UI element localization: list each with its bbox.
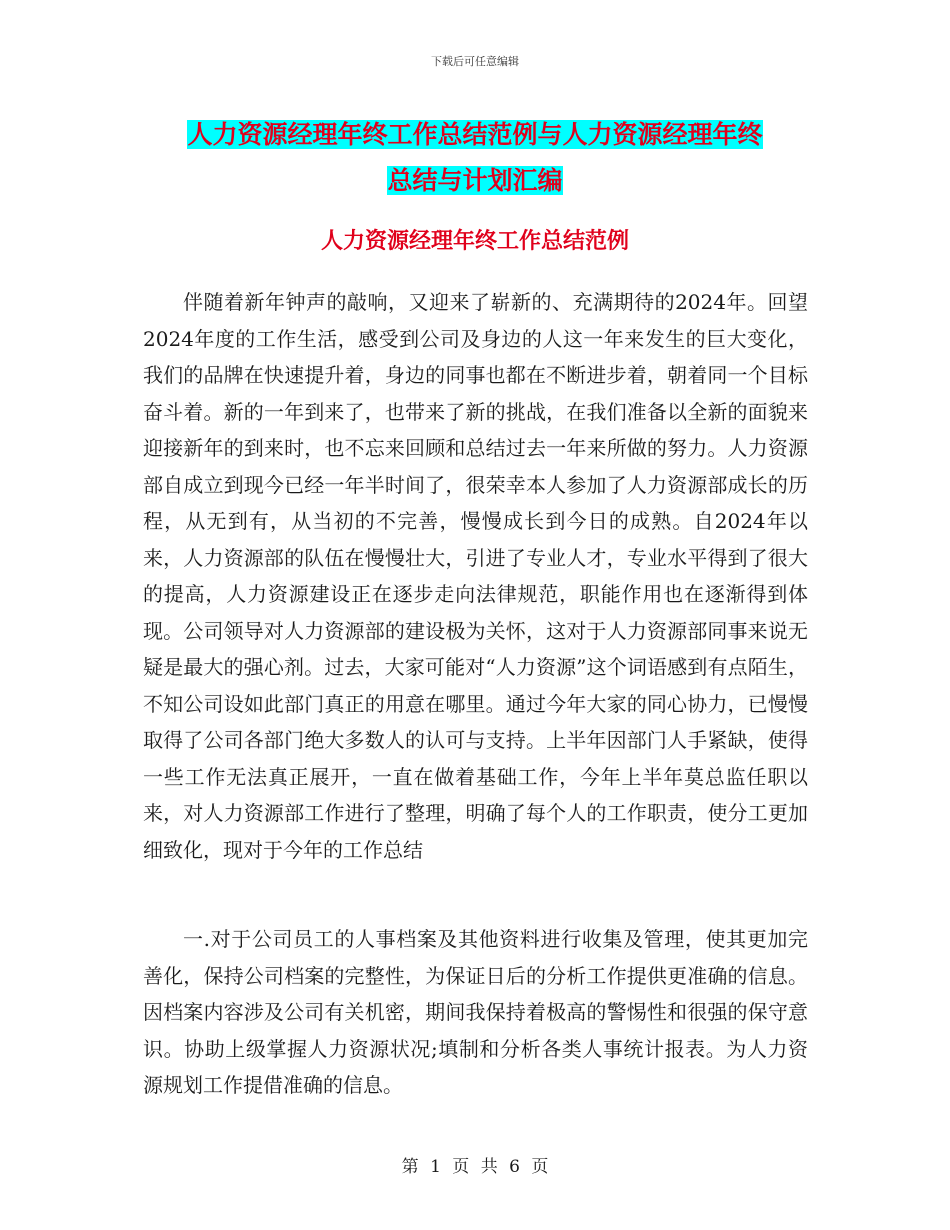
body-paragraph-1: 伴随着新年钟声的敲响，又迎来了崭新的、充满期待的2024年。回望2024年度的工作生活，感受到公司及身边的人这一年来发生的巨大变化，我们的品牌在快速提升着，身边的同事也都在不断进步着，朝着同一个目标奋斗着。新的一年到来了，也带来了新的挑战，在我们准备以全新的面貌来迎接新年的到来时，也不忘来回顾和总结过去一年来所做的努力。人力资源部自成立到现今已经一年半时间了，很荣幸本人参加了人力资源部成长的历程，从无到有，从当初的不完善，慢慢成长到今日的成熟。自2024年以来，人力资源部的队伍在慢慢壮大，引进了专业人才，专业水平得到了很大的提高，人力资源建设正在逐步走向法律规范，职能作用也在逐渐得到体现。公司领导对人力资源部的建设极为关怀，这对于人力资源部同事来说无疑是最大的强心剂。过去，大家可能对“人力资源”这个词语感到有点陌生，不知公司设如此部门真正的用意在哪里。通过今年大家的同心协力，已慢慢取得了公司各部门绝大多数人的认可与支持。上半年因部门人手紧缺，使得一些工作无法真正展开，一直在做着基础工作，今年上半年莫总监任职以来，对人力资源部工作进行了整理，明确了每个人的工作职责，使分工更加细致化，现对于今年的工作总结 [143, 290, 808, 862]
page-header-note: 下载后可任意编辑 [431, 55, 519, 68]
body-paragraph-2: 一.对于公司员工的人事档案及其他资料进行收集及管理，使其更加完善化，保持公司档案的完整性，为保证日后的分析工作提供更准确的信息。因档案内容涉及公司有关机密，期间我保持着极高的警惕性和很强的保守意识。协助上级掌握人力资源状况;填制和分析各类人事统计报表。为人力资源规划工作提借准确的信息。 [143, 927, 808, 1097]
page-number-footer: 第 1 页 共 6 页 [401, 1157, 549, 1177]
document-title [145, 112, 805, 204]
section-title: 人力资源经理年终工作总结范例 [320, 229, 629, 254]
document-title-line-2: 总结与计划汇编 [387, 166, 563, 195]
document-title-line-1: 人力资源经理年终工作总结范例与人力资源经理年终 [187, 120, 763, 149]
